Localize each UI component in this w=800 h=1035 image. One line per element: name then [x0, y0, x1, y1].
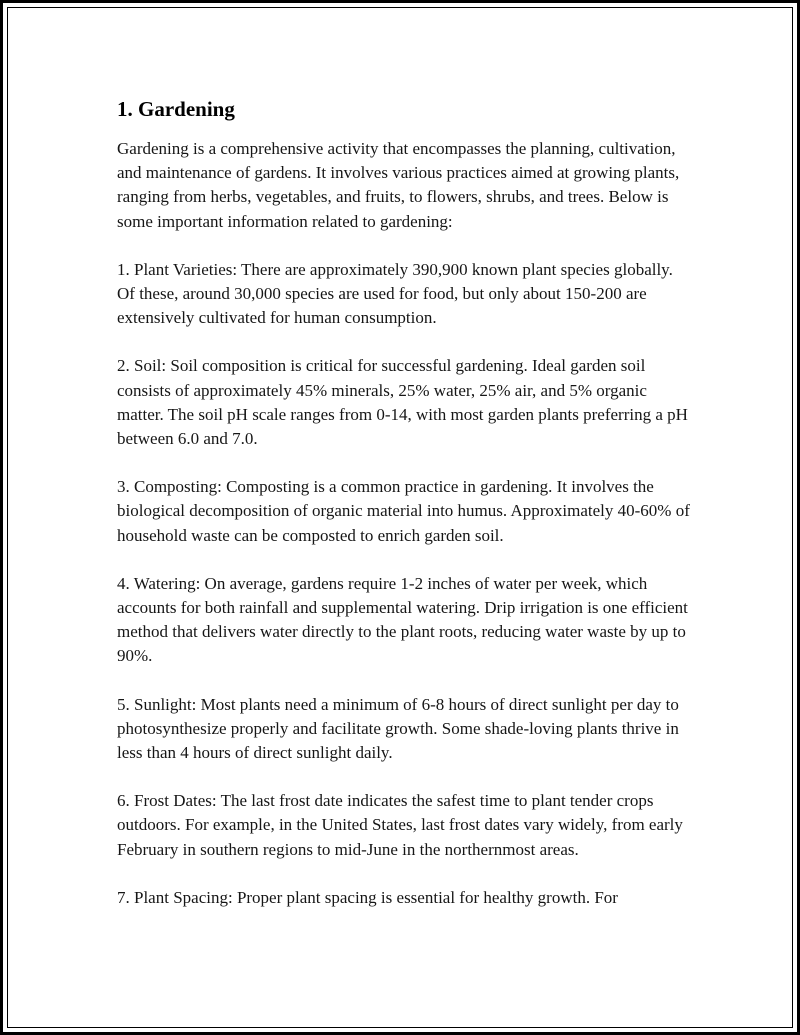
sunlight-paragraph: 5. Sunlight: Most plants need a minimum of 6-8 hours of direct sunlight per day to photosynthesize properly and facilitate growth. Some shade-loving plants thrive in less than 4 hours of direct sunlight daily.	[117, 694, 679, 763]
plant-varieties-paragraph: 1. Plant Varieties: There are approximately 390,900 known plant species globally. Of these, around 30,000 species are used for food, but only about 150-200 are extensively cultivated for human consumption.	[117, 259, 673, 328]
plant-spacing-paragraph: 7. Plant Spacing: Proper plant spacing is essential for healthy growth. For	[117, 887, 618, 907]
section-heading: 1. Gardening	[117, 97, 235, 121]
intro-paragraph: Gardening is a comprehensive activity that encompasses the planning, cultivation, and maintenance of gardens. It involves various practices aimed at growing plants, ranging from herbs, vegetables, and fruits, to flowers, shrubs, and trees. Below is some important information related to gardening:	[117, 139, 680, 231]
composting-paragraph: 3. Composting: Composting is a common practice in gardening. It involves the biological decomposition of organic material into humus. Approximately 40-60% of household waste can be composted to enrich garden soil.	[117, 477, 690, 545]
frost-dates-paragraph: 6. Frost Dates: The last frost date indicates the safest time to plant tender crops outdoors. For example, in the United States, last frost dates vary widely, from early February in southern regions to mid-June in the northernmost areas.	[117, 791, 683, 859]
soil-paragraph: 2. Soil: Soil composition is critical for successful gardening. Ideal garden soil consists of approximately 45% minerals, 25% water, 25% air, and 5% organic matter. The soil pH scale ranges from 0-14, with most garden plants preferring a pH between 6.0 and 7.0.	[117, 356, 688, 449]
document-content	[117, 95, 692, 934]
watering-paragraph: 4. Watering: On average, gardens require 1-2 inches of water per week, which accounts for both rainfall and supplemental watering. Drip irrigation is one efficient method that delivers water directly to the plant roots, reducing water waste by up to 90%.	[117, 573, 688, 666]
